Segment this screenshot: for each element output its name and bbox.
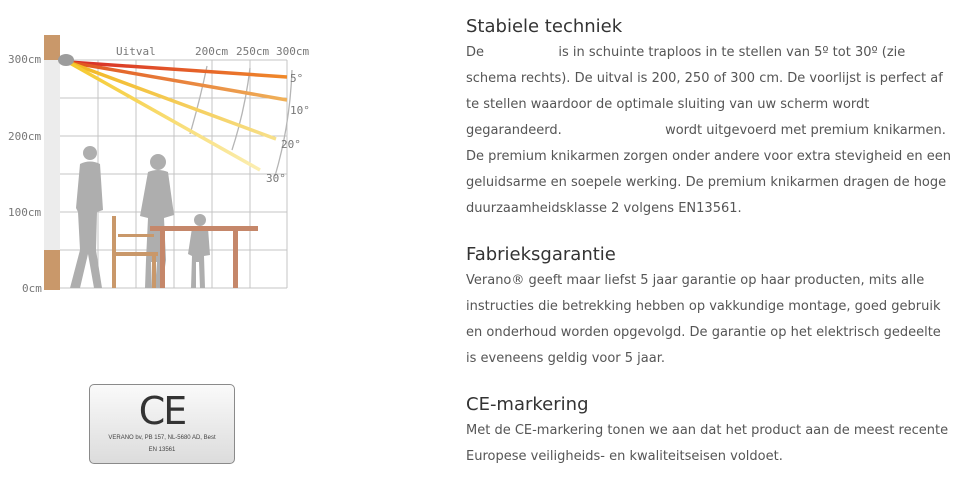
ce-company-line: VERANO bv, PB 157, NL-5680 AD, Best — [108, 435, 216, 441]
angle-label-10: 10° — [290, 104, 310, 117]
ce-norm-line: EN 13561 — [148, 447, 176, 453]
ce-label-card — [89, 384, 235, 464]
y-label-100: 100cm — [8, 206, 42, 219]
wall — [44, 60, 60, 250]
table-and-chair — [112, 216, 258, 288]
y-label-0: 0cm — [22, 282, 42, 295]
y-label-200: 200cm — [8, 130, 42, 143]
angle-label-20: 20° — [281, 138, 301, 151]
wall-top-block — [44, 35, 60, 60]
section-title-techniek: Stabiele techniek — [466, 16, 623, 37]
section-body-ce: Met de CE-markering tonen we aan dat het product aan de meest recente Europese veiligheids- en kwaliteitseisen voldoet. — [466, 423, 949, 464]
ce-mark: CE — [138, 389, 186, 433]
uitval-label: Uitval — [116, 45, 156, 58]
awning-cassette — [58, 54, 74, 66]
angle-label-30: 30° — [266, 172, 286, 185]
text-column — [466, 14, 956, 490]
section-body-garantie: Verano® geeft maar liefst 5 jaar garantie op haar producten, mits alle instructies die betrekking hebben op vakkundige montage, goed gebruik en onderhoud worden opgevolgd. De garantie op het elektrisch gedeelte is eveneens geldig voor 5 jaar. — [466, 273, 941, 366]
x-label-250: 250cm — [236, 45, 270, 58]
angle-label-5: 5° — [290, 72, 304, 85]
section-title-garantie: Fabrieksgarantie — [466, 244, 616, 265]
wall-bottom-block — [44, 250, 60, 290]
x-label-200: 200cm — [195, 45, 229, 58]
x-label-300: 300cm — [276, 45, 310, 58]
section-title-ce: CE-markering — [466, 394, 589, 415]
people-silhouettes — [70, 146, 210, 288]
awning-angle-diagram — [0, 30, 320, 300]
section-body-techniek: De is in schuinte traploos in te stellen van 5º tot 30º (zie schema rechts). De uitval is 200, 250 of 300 cm. De voorlijst is perfect af te stellen waardoor de optimale sluiting van uw scherm wordt gegarandeerd. wordt uitgevoerd met premium knikarmen. De premium knikarmen zorgen onder andere voor extra stevigheid en een geluidsarme en soepele werking. De premium knikarmen dragen de hoge duurzaamheidsklasse 2 volgens EN13561. — [466, 45, 956, 216]
y-label-300: 300cm — [8, 53, 42, 66]
